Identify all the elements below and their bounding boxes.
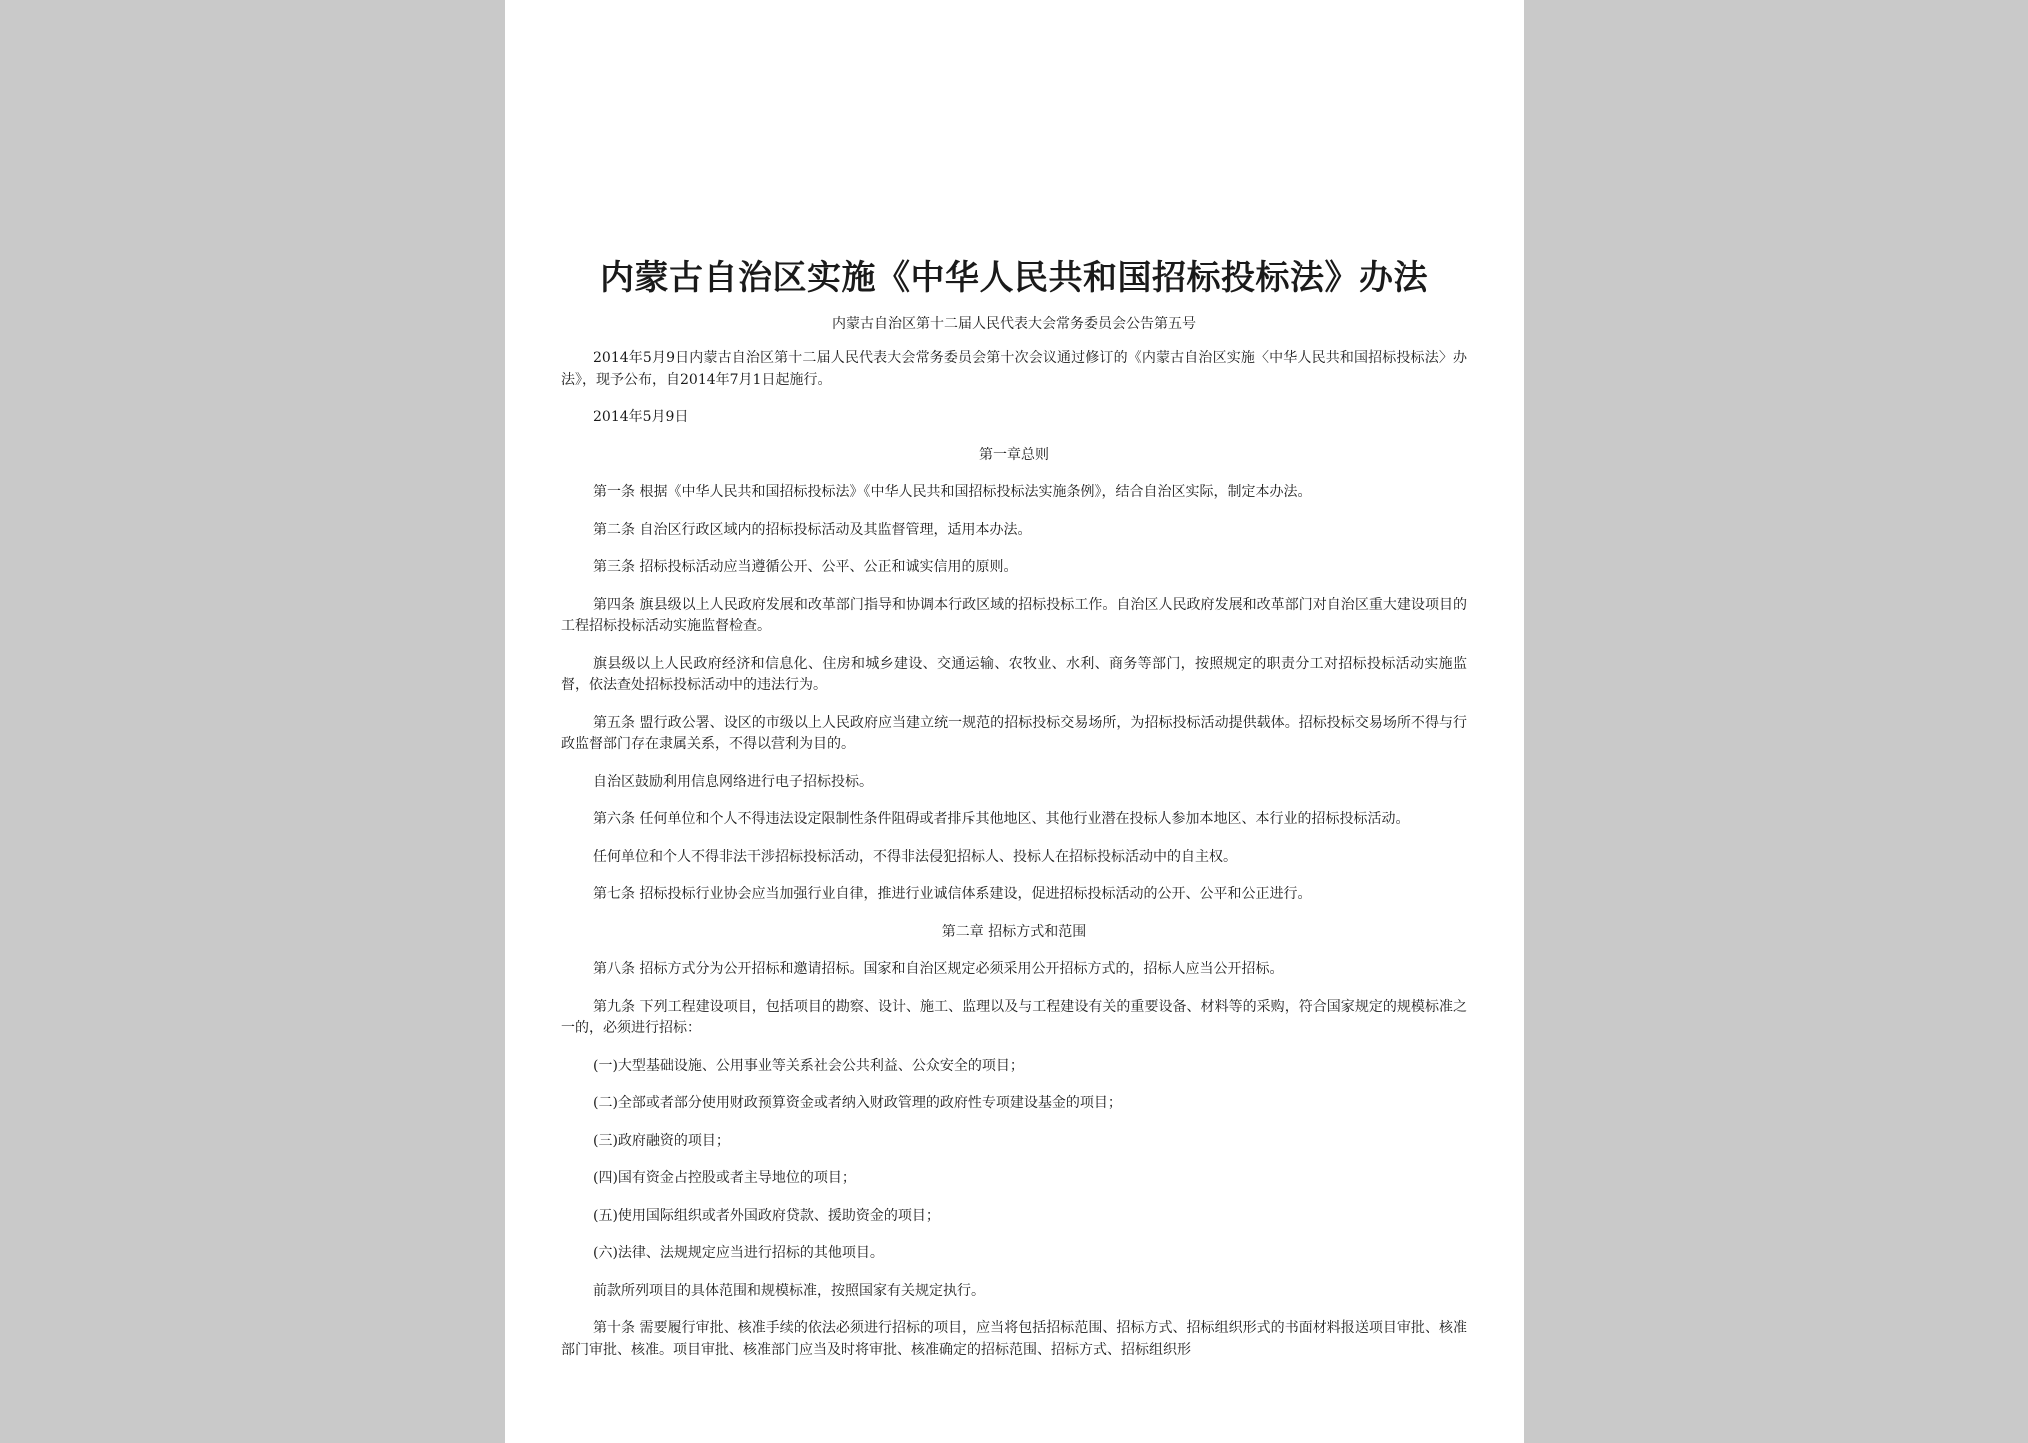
paragraph: 任何单位和个人不得非法干涉招标投标活动，不得非法侵犯招标人、投标人在招标投标活动中的自主权。 [593,848,1237,865]
paragraph: 第六条 任何单位和个人不得违法设定限制性条件阻碍或者排斥其他地区、其他行业潜在投标人参加本地区、本行业的招标投标活动。 [593,811,1410,827]
paragraph: 第五条 盟行政公署、设区的市级以上人民政府应当建立统一规范的招标投标交易场所，为招标投标活动提供载体。招标投标交易场所不得与行政监督部门存在隶属关系，不得以营利为目的。 [561,714,1467,752]
document-page [505,0,1524,1443]
document-body [561,256,1467,1377]
paragraph: 旗县级以上人民政府经济和信息化、住房和城乡建设、交通运输、农牧业、水利、商务等部门，按照规定的职责分工对招标投标活动实施监督，依法查处招标投标活动中的违法行为。 [561,655,1467,693]
list-item: (六)法律、法规规定应当进行招标的其他项目。 [593,1245,884,1261]
list-item: (二)全部或者部分使用财政预算资金或者纳入财政管理的政府性专项建设基金的项目； [593,1095,1122,1111]
document-subtitle: 内蒙古自治区第十二届人民代表大会常务委员会公告第五号 [832,316,1196,332]
list-item: (一)大型基础设施、公用事业等关系社会公共利益、公众安全的项目； [593,1057,1024,1074]
chapter-heading: 第一章总则 [979,446,1049,463]
paragraph: 2014年5月9日内蒙古自治区第十二届人民代表大会常务委员会第十次会议通过修订的《内蒙古自治区实施〈中华人民共和国招标投标法〉办法》，现予公布，自2014年7月1日起施行。 [561,350,1467,388]
paragraph: 第七条 招标投标行业协会应当加强行业自律，推进行业诚信体系建设，促进招标投标活动的公开、公平和公正进行。 [593,886,1312,902]
paragraph: 第十条 需要履行审批、核准手续的依法必须进行招标的项目，应当将包括招标范围、招标方式、招标组织形式的书面材料报送项目审批、核准部门审批、核准。项目审批、核准部门应当及时将审批、核准确定的招标范围、招标方式、招标组织形 [561,1320,1467,1358]
list-item: (五)使用国际组织或者外国政府贷款、援助资金的项目； [593,1207,940,1224]
paragraph: 第四条 旗县级以上人民政府发展和改革部门指导和协调本行政区域的招标投标工作。自治区人民政府发展和改革部门对自治区重大建设项目的工程招标投标活动实施监督检查。 [561,596,1467,634]
paragraph: 第二条 自治区行政区域内的招标投标活动及其监督管理，适用本办法。 [593,521,1032,538]
chapter-heading: 第二章 招标方式和范围 [941,923,1087,940]
paragraph: 第八条 招标方式分为公开招标和邀请招标。国家和自治区规定必须采用公开招标方式的，招标人应当公开招标。 [593,961,1284,977]
paragraph: 第九条 下列工程建设项目，包括项目的勘察、设计、施工、监理以及与工程建设有关的重要设备、材料等的采购，符合国家规定的规模标准之一的，必须进行招标： [561,998,1467,1036]
list-item: (四)国有资金占控股或者主导地位的项目； [593,1170,856,1186]
paragraph: 2014年5月9日 [593,409,689,425]
paragraph: 前款所列项目的具体范围和规模标准，按照国家有关规定执行。 [593,1282,985,1299]
paragraph: 第三条 招标投标活动应当遵循公开、公平、公正和诚实信用的原则。 [593,559,1018,575]
document-title: 内蒙古自治区实施《中华人民共和国招标投标法》办法 [600,258,1428,298]
paragraph: 第一条 根据《中华人民共和国招标投标法》《中华人民共和国招标投标法实施条例》，结合自治区实际，制定本办法。 [593,484,1312,500]
paragraph: 自治区鼓励利用信息网络进行电子招标投标。 [593,773,873,790]
list-item: (三)政府融资的项目； [593,1132,730,1149]
